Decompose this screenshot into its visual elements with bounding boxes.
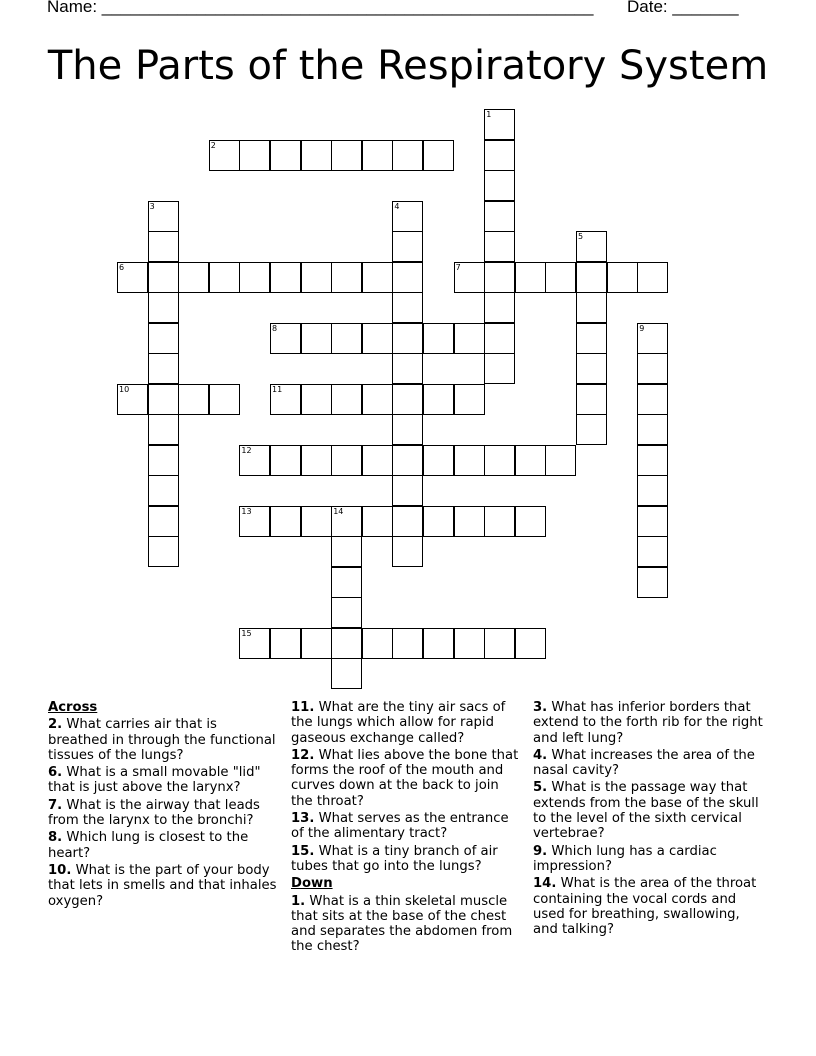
grid-cell[interactable] — [484, 201, 515, 232]
clue-text: What is the part of your body that lets in smells and that inhales oxygen? — [48, 862, 277, 909]
grid-cell[interactable] — [270, 384, 301, 415]
grid-cell[interactable] — [637, 567, 668, 598]
across-heading: Across — [48, 700, 98, 715]
clue-text: What is the passage way that extends from the base of the skull to the level of the sixth cervical vertebrae? — [533, 780, 759, 842]
grid-cell[interactable] — [148, 475, 179, 506]
grid-cell[interactable] — [148, 201, 179, 232]
grid-cell[interactable] — [454, 628, 485, 659]
grid-cell[interactable] — [209, 384, 240, 415]
grid-cell[interactable] — [362, 323, 393, 354]
clue-number: 6. — [48, 765, 63, 781]
grid-cell[interactable] — [148, 506, 179, 537]
grid-cell[interactable] — [423, 506, 454, 537]
grid-cell[interactable] — [209, 262, 240, 293]
clue-text: What is the airway that leads from the larynx to the bronchi? — [48, 797, 260, 829]
grid-cell[interactable] — [515, 628, 546, 659]
grid-cell[interactable] — [423, 628, 454, 659]
down-clue — [291, 894, 521, 955]
grid-cell[interactable] — [423, 140, 454, 171]
grid-cell[interactable] — [637, 414, 668, 445]
grid-cell[interactable] — [392, 628, 423, 659]
grid-cell[interactable] — [637, 262, 668, 293]
grid-cell[interactable] — [331, 536, 362, 567]
grid-cell[interactable] — [331, 262, 362, 293]
down-clue — [533, 876, 763, 937]
grid-cell[interactable] — [270, 140, 301, 171]
grid-cell[interactable] — [576, 353, 607, 384]
grid-cell[interactable] — [515, 445, 546, 476]
clue-number-label: 11 — [272, 384, 283, 394]
grid-cell[interactable] — [423, 323, 454, 354]
grid-cell[interactable] — [392, 475, 423, 506]
grid-cell[interactable] — [331, 506, 362, 537]
grid-cell[interactable] — [148, 292, 179, 323]
grid-cell[interactable] — [637, 506, 668, 537]
grid-cell[interactable] — [392, 536, 423, 567]
grid-cell[interactable] — [484, 506, 515, 537]
across-clue — [291, 700, 521, 746]
grid-cell[interactable] — [454, 384, 485, 415]
grid-cell[interactable] — [362, 628, 393, 659]
grid-cell[interactable] — [576, 231, 607, 262]
clue-number-label: 3 — [149, 201, 155, 211]
clue-number-label: 10 — [119, 384, 130, 394]
grid-cell[interactable] — [637, 445, 668, 476]
grid-cell[interactable] — [392, 414, 423, 445]
grid-cell[interactable] — [484, 109, 515, 140]
grid-cell[interactable] — [362, 262, 393, 293]
grid-cell[interactable] — [423, 384, 454, 415]
grid-cell[interactable] — [484, 262, 515, 293]
grid-cell[interactable] — [117, 384, 148, 415]
grid-cell[interactable] — [484, 140, 515, 171]
grid-cell[interactable] — [576, 292, 607, 323]
grid-cell[interactable] — [178, 384, 209, 415]
clue-text: Which lung is closest to the heart? — [48, 830, 249, 861]
grid-cell[interactable] — [148, 384, 179, 415]
down-clue — [533, 748, 763, 779]
clues-column-2 — [291, 700, 521, 957]
grid-cell[interactable] — [576, 262, 607, 293]
grid-cell[interactable] — [392, 506, 423, 537]
grid-cell[interactable] — [637, 384, 668, 415]
grid-cell[interactable] — [484, 628, 515, 659]
grid-cell[interactable] — [484, 231, 515, 262]
date-label: Date: — [627, 0, 673, 16]
clue-number-label: 14 — [333, 506, 344, 516]
grid-cell[interactable] — [301, 323, 332, 354]
across-clue — [291, 844, 521, 875]
grid-cell[interactable] — [148, 231, 179, 262]
grid-cell[interactable] — [148, 414, 179, 445]
clue-text: What increases the area of the nasal cavity? — [533, 747, 755, 779]
grid-cell[interactable] — [270, 445, 301, 476]
grid-cell[interactable] — [545, 445, 576, 476]
grid-cell[interactable] — [331, 658, 362, 689]
grid-cell[interactable] — [637, 323, 668, 354]
grid-cell[interactable] — [178, 262, 209, 293]
name-line: ____________________________________________________ — [101, 0, 594, 16]
grid-cell[interactable] — [576, 414, 607, 445]
clue-number: 13. — [291, 811, 315, 827]
grid-cell[interactable] — [392, 140, 423, 171]
grid-cell[interactable] — [392, 384, 423, 415]
grid-cell[interactable] — [454, 323, 485, 354]
grid-cell[interactable] — [484, 170, 515, 201]
grid-cell[interactable] — [148, 323, 179, 354]
grid-cell[interactable] — [454, 506, 485, 537]
down-clue — [533, 780, 763, 841]
grid-cell[interactable] — [331, 140, 362, 171]
down-clue — [533, 700, 763, 746]
grid-cell[interactable] — [637, 353, 668, 384]
grid-cell[interactable] — [148, 353, 179, 384]
grid-cell[interactable] — [301, 628, 332, 659]
grid-cell[interactable] — [607, 262, 638, 293]
clue-text: What is a thin skeletal muscle that sits at the base of the chest and separates the abdomen from the chest? — [291, 893, 513, 955]
grid-cell[interactable] — [301, 445, 332, 476]
across-clue — [48, 765, 278, 796]
clue-number: 15. — [291, 843, 315, 859]
grid-cell[interactable] — [637, 475, 668, 506]
grid-cell[interactable] — [239, 262, 270, 293]
clue-number-label: 1 — [486, 110, 492, 119]
clue-number: 8. — [48, 830, 63, 846]
grid-cell[interactable] — [209, 140, 240, 171]
clue-text: What is a tiny branch of air tubes that go into the lungs? — [291, 843, 498, 874]
grid-cell[interactable] — [239, 445, 270, 476]
across-clue — [48, 830, 278, 861]
clue-number: 12. — [291, 747, 315, 763]
grid-cell[interactable] — [301, 262, 332, 293]
clue-text: What carries air that is breathed in through the functional tissues of the lungs? — [48, 717, 276, 763]
clue-number-label: 4 — [394, 201, 400, 211]
clues-column-3 — [533, 700, 763, 939]
clue-number: 4. — [533, 747, 548, 763]
grid-cell[interactable] — [239, 628, 270, 659]
grid-cell[interactable] — [484, 292, 515, 323]
clue-text: Which lung has a cardiac impression? — [533, 843, 717, 874]
grid-cell[interactable] — [576, 323, 607, 354]
clue-number-label: 12 — [241, 445, 252, 455]
grid-cell[interactable] — [331, 384, 362, 415]
grid-cell[interactable] — [362, 506, 393, 537]
clue-number: 5. — [533, 780, 548, 796]
clue-text: What lies above the bone that forms the roof of the mouth and curves down at the back to join the throat? — [291, 747, 519, 809]
grid-cell[interactable] — [331, 628, 362, 659]
clue-number: 7. — [48, 797, 63, 813]
grid-cell[interactable] — [423, 445, 454, 476]
grid-cell[interactable] — [545, 262, 576, 293]
grid-cell[interactable] — [148, 262, 179, 293]
clue-number-label: 15 — [241, 628, 252, 638]
grid-cell[interactable] — [148, 445, 179, 476]
grid-cell[interactable] — [331, 597, 362, 628]
clue-text: What has inferior borders that extend to the forth rib for the right and left lung? — [533, 700, 763, 746]
clue-number-label: 9 — [639, 323, 645, 333]
grid-cell[interactable] — [515, 506, 546, 537]
grid-cell[interactable] — [392, 353, 423, 384]
across-clue — [291, 811, 521, 842]
grid-cell[interactable] — [484, 323, 515, 354]
grid-cell[interactable] — [454, 262, 485, 293]
clue-number-label: 8 — [272, 323, 278, 333]
grid-cell[interactable] — [270, 262, 301, 293]
clue-number: 14. — [533, 876, 557, 892]
grid-cell[interactable] — [331, 445, 362, 476]
clue-number-label: 2 — [210, 140, 216, 150]
grid-cell[interactable] — [301, 140, 332, 171]
grid-cell[interactable] — [117, 262, 148, 293]
grid-cell[interactable] — [392, 262, 423, 293]
clue-number: 2. — [48, 717, 63, 733]
grid-cell[interactable] — [331, 567, 362, 598]
clue-number: 1. — [291, 893, 306, 909]
clue-text: What is the area of the throat containing the vocal cords and used for breathing, swallowing, and talking? — [533, 876, 757, 938]
date-line: _______ — [672, 0, 739, 16]
clue-number: 3. — [533, 700, 548, 715]
grid-cell[interactable] — [392, 231, 423, 262]
grid-cell[interactable] — [515, 262, 546, 293]
clue-number: 11. — [291, 700, 315, 715]
grid-cell[interactable] — [239, 140, 270, 171]
grid-cell[interactable] — [362, 384, 393, 415]
grid-cell[interactable] — [270, 506, 301, 537]
across-clue — [48, 717, 278, 763]
clue-text: What serves as the entrance of the alimentary tract? — [291, 811, 509, 842]
clue-number-label: 7 — [455, 262, 461, 272]
grid-cell[interactable] — [392, 201, 423, 232]
down-heading: Down — [291, 876, 333, 892]
clue-text: What is a small movable "lid" that is just above the larynx? — [48, 765, 261, 796]
grid-cell[interactable] — [392, 445, 423, 476]
clue-number-label: 6 — [119, 262, 125, 272]
down-clue — [533, 844, 763, 875]
clue-number-label: 5 — [578, 232, 584, 241]
grid-cell[interactable] — [392, 292, 423, 323]
page-title: The Parts of the Respiratory System — [47, 43, 769, 89]
grid-cell[interactable] — [270, 628, 301, 659]
grid-cell[interactable] — [362, 140, 393, 171]
grid-cell[interactable] — [392, 323, 423, 354]
grid-cell[interactable] — [576, 384, 607, 415]
clue-number-label: 13 — [241, 506, 252, 516]
grid-cell[interactable] — [362, 445, 393, 476]
across-clue — [48, 863, 278, 909]
grid-cell[interactable] — [301, 506, 332, 537]
grid-cell[interactable] — [239, 506, 270, 537]
grid-cell[interactable] — [270, 323, 301, 354]
clues-column-1 — [48, 700, 278, 911]
grid-cell[interactable] — [637, 536, 668, 567]
grid-cell[interactable] — [301, 384, 332, 415]
across-clue — [291, 748, 521, 809]
grid-cell[interactable] — [484, 445, 515, 476]
clue-text: What are the tiny air sacs of the lungs which allow for rapid gaseous exchange called? — [291, 700, 506, 746]
grid-cell[interactable] — [331, 323, 362, 354]
name-label: Name: — [47, 0, 102, 16]
grid-cell[interactable] — [454, 445, 485, 476]
grid-cell[interactable] — [484, 353, 515, 384]
grid-cell[interactable] — [148, 536, 179, 567]
clue-number: 10. — [48, 862, 72, 878]
clue-number: 9. — [533, 843, 548, 859]
across-clue — [48, 798, 278, 829]
